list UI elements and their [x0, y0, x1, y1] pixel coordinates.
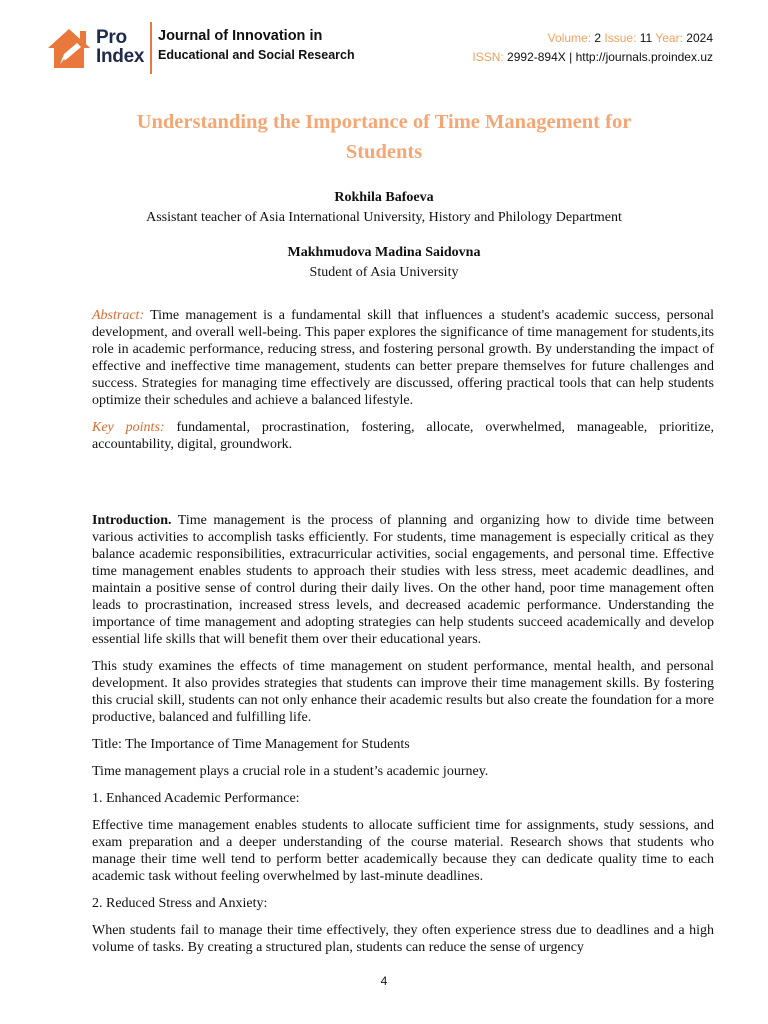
issn-line: [472, 48, 713, 67]
journal-meta: [472, 29, 713, 67]
issue-value: 11: [639, 31, 653, 45]
proindex-logo: [46, 24, 150, 72]
body-paragraph: When students fail to manage their time effectively, they often experience stress due to deadlines and a high volume of tasks. By creating a structured plan, students can reduce the sense of urgency: [92, 923, 714, 955]
abstract-label: Abstract:: [92, 308, 145, 323]
logo-line-1: Pro: [96, 27, 127, 48]
abstract-text: Time management is a fundamental skill that influences a student's academic success, personal development, and overall well-being. This paper explores the significance of time management for students,its role in academic performance, reducing stress, and fostering personal growth. By understanding the impact of effective and ineffective time management, students can better prepare themselves for future challenges and success. Strategies for managing time effectively are discussed, offering practical tools that can help students optimize their schedules and achieve a balanced lifestyle.: [92, 308, 714, 408]
house-pen-icon: [46, 26, 92, 70]
volume-issue-year: [472, 29, 713, 48]
introduction-label: Introduction.: [92, 513, 172, 528]
main-body: [92, 512, 714, 966]
journal-url[interactable]: http://journals.proindex.uz: [575, 50, 713, 64]
body-paragraph: This study examines the effects of time management on student performance, mental health, and personal development. It also provides strategies that students can improve their time management skills. By fostering this crucial skill, students can not only enhance their academic results but also create the foundation for a more productive, balanced and fulfilling life.: [92, 659, 714, 725]
journal-name: [158, 27, 355, 65]
body-paragraph: Effective time management enables students to allocate sufficient time for assignments, study sessions, and exam preparation and a deeper understanding of the course material. Research shows that students who manage their time well tend to perform better academically because they can dedicate quality time to each academic task without feeling overwhelmed by last-minute deadlines.: [92, 818, 714, 884]
year-label: Year:: [655, 31, 683, 45]
year-value: 2024: [686, 31, 713, 45]
keypoints-paragraph: [92, 419, 714, 453]
body-paragraph: Time management plays a crucial role in a student’s academic journey.: [92, 764, 489, 779]
introduction-text: Time management is the process of planning and organizing how to divide time between various activities to accomplish tasks efficiently. For students, time management is especially critical as they balance academic responsibilities, extracurricular activities, social engagements, and personal time. Effective time management enables students to approach their studies with less stress, meet academic deadlines, and maintain a positive sense of control during their daily lives. On the other hand, poor time management often leads to procrastination, increased stress levels, and decreased academic performance. Understanding the importance of time management and adopting strategies can help students succeed academically and develop essential life skills that will benefit them over their educational years.: [92, 513, 715, 647]
volume-label: Volume:: [547, 31, 592, 45]
paper-title-line-1: Understanding the Importance of Time Management for: [136, 111, 632, 133]
author-name: Rokhila Bafoeva: [334, 190, 434, 205]
journal-name-line-2: Educational and Social Research: [158, 48, 355, 62]
author-affiliation: Assistant teacher of Asia International University, History and Philology Department: [146, 210, 622, 225]
logo-wordmark: [96, 28, 144, 66]
abstract-paragraph: [92, 307, 714, 409]
abstract-section: [92, 307, 714, 463]
keypoints-label: Key points:: [92, 420, 165, 435]
paper-title: [100, 107, 668, 167]
page-number: 4: [380, 974, 388, 988]
volume-value: 2: [594, 31, 602, 45]
meta-separator: |: [569, 50, 573, 64]
section-heading: 1. Enhanced Academic Performance:: [92, 791, 300, 806]
paper-title-line-2: Students: [345, 141, 423, 163]
body-paragraph: Title: The Importance of Time Management for Students: [92, 737, 410, 752]
author-name: Makhmudova Madina Saidovna: [287, 245, 481, 260]
journal-name-line-1: Journal of Innovation in: [158, 28, 323, 44]
logo-line-2: Index: [96, 46, 145, 67]
introduction-paragraph: [92, 512, 714, 648]
section-heading: 2. Reduced Stress and Anxiety:: [92, 896, 268, 911]
header-divider: [150, 22, 152, 74]
issn-label: ISSN:: [472, 50, 504, 64]
author-list: [60, 188, 708, 298]
issue-label: Issue:: [604, 31, 637, 45]
issn-value: 2992-894X: [507, 50, 566, 64]
author-affiliation: Student of Asia University: [309, 265, 459, 280]
keypoints-text: fundamental, procrastination, fostering, allocate, overwhelmed, manageable, prioritize, accountability, digital, groundwork.: [92, 420, 714, 452]
